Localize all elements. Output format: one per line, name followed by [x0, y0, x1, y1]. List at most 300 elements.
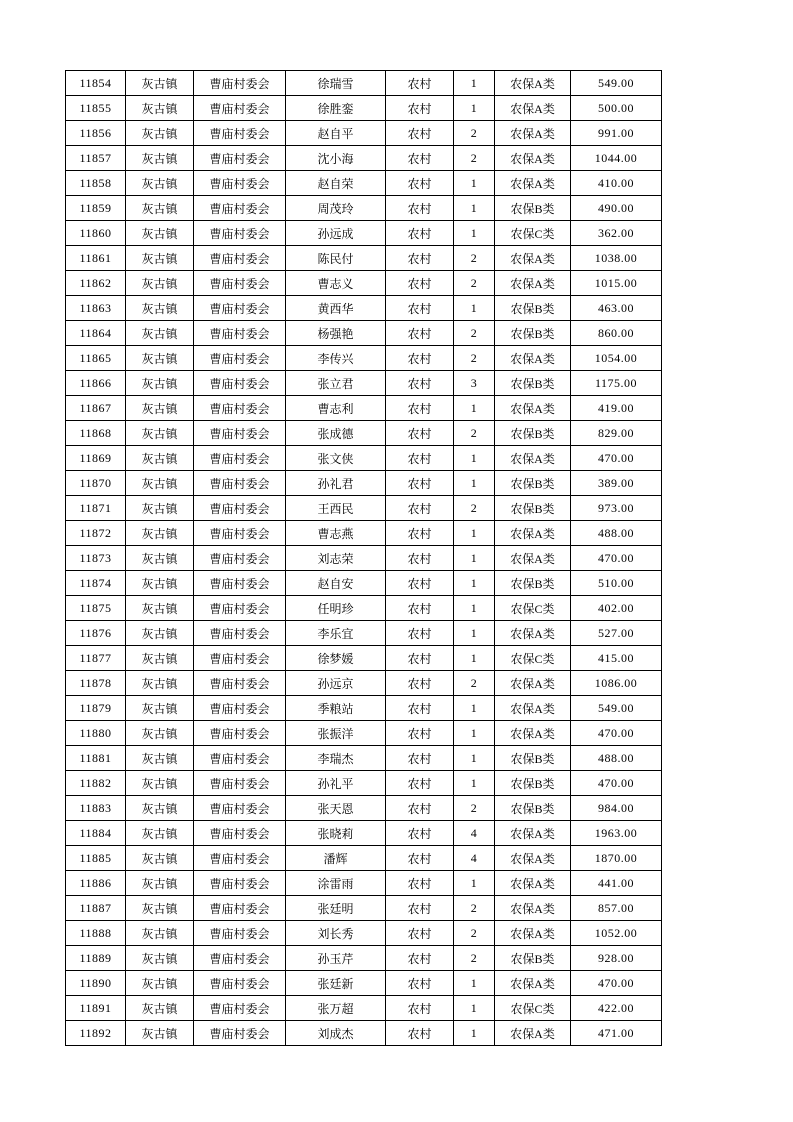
cell-insurance-category: 农保A类	[495, 621, 571, 646]
cell-amount: 362.00	[571, 221, 662, 246]
cell-insurance-category: 农保A类	[495, 696, 571, 721]
table-row	[66, 271, 662, 296]
table-row	[66, 471, 662, 496]
cell-person-name: 刘志荣	[286, 546, 386, 571]
cell-town: 灰古镇	[126, 671, 194, 696]
cell-seq-no: 11859	[66, 196, 126, 221]
cell-insurance-category: 农保A类	[495, 1021, 571, 1046]
cell-insurance-category: 农保A类	[495, 871, 571, 896]
cell-seq-no: 11863	[66, 296, 126, 321]
cell-person-name: 刘成杰	[286, 1021, 386, 1046]
cell-headcount: 2	[454, 921, 495, 946]
table-row	[66, 646, 662, 671]
cell-town: 灰古镇	[126, 321, 194, 346]
table-row	[66, 571, 662, 596]
cell-seq-no: 11881	[66, 746, 126, 771]
cell-residence-type: 农村	[386, 221, 454, 246]
cell-headcount: 1	[454, 871, 495, 896]
cell-residence-type: 农村	[386, 121, 454, 146]
cell-insurance-category: 农保A类	[495, 71, 571, 96]
cell-headcount: 1	[454, 296, 495, 321]
cell-insurance-category: 农保A类	[495, 146, 571, 171]
cell-amount: 470.00	[571, 446, 662, 471]
cell-seq-no: 11882	[66, 771, 126, 796]
cell-residence-type: 农村	[386, 496, 454, 521]
cell-residence-type: 农村	[386, 621, 454, 646]
cell-seq-no: 11879	[66, 696, 126, 721]
cell-headcount: 1	[454, 446, 495, 471]
cell-residence-type: 农村	[386, 446, 454, 471]
cell-town: 灰古镇	[126, 496, 194, 521]
cell-person-name: 陈民付	[286, 246, 386, 271]
table-row	[66, 971, 662, 996]
cell-village-committee: 曹庙村委会	[194, 821, 286, 846]
cell-seq-no: 11869	[66, 446, 126, 471]
cell-person-name: 孙礼平	[286, 771, 386, 796]
cell-headcount: 1	[454, 746, 495, 771]
cell-seq-no: 11884	[66, 821, 126, 846]
table-row	[66, 346, 662, 371]
cell-person-name: 张天恩	[286, 796, 386, 821]
table-row	[66, 96, 662, 121]
cell-village-committee: 曹庙村委会	[194, 371, 286, 396]
cell-residence-type: 农村	[386, 871, 454, 896]
cell-amount: 991.00	[571, 121, 662, 146]
cell-seq-no: 11883	[66, 796, 126, 821]
cell-residence-type: 农村	[386, 96, 454, 121]
cell-town: 灰古镇	[126, 521, 194, 546]
cell-headcount: 2	[454, 421, 495, 446]
cell-village-committee: 曹庙村委会	[194, 671, 286, 696]
table-row	[66, 996, 662, 1021]
table-row	[66, 396, 662, 421]
cell-residence-type: 农村	[386, 971, 454, 996]
cell-residence-type: 农村	[386, 846, 454, 871]
cell-insurance-category: 农保A类	[495, 921, 571, 946]
cell-residence-type: 农村	[386, 196, 454, 221]
table-row	[66, 146, 662, 171]
cell-insurance-category: 农保B类	[495, 946, 571, 971]
cell-amount: 549.00	[571, 71, 662, 96]
cell-person-name: 张万超	[286, 996, 386, 1021]
cell-headcount: 2	[454, 121, 495, 146]
cell-headcount: 2	[454, 796, 495, 821]
cell-headcount: 1	[454, 396, 495, 421]
cell-insurance-category: 农保A类	[495, 671, 571, 696]
cell-person-name: 张振洋	[286, 721, 386, 746]
cell-residence-type: 农村	[386, 246, 454, 271]
cell-seq-no: 11872	[66, 521, 126, 546]
cell-insurance-category: 农保B类	[495, 496, 571, 521]
table-row	[66, 521, 662, 546]
cell-town: 灰古镇	[126, 571, 194, 596]
cell-town: 灰古镇	[126, 871, 194, 896]
cell-amount: 549.00	[571, 696, 662, 721]
cell-headcount: 1	[454, 171, 495, 196]
cell-amount: 463.00	[571, 296, 662, 321]
cell-headcount: 1	[454, 96, 495, 121]
cell-insurance-category: 农保A类	[495, 896, 571, 921]
cell-seq-no: 11892	[66, 1021, 126, 1046]
cell-insurance-category: 农保B类	[495, 746, 571, 771]
cell-person-name: 周茂玲	[286, 196, 386, 221]
cell-village-committee: 曹庙村委会	[194, 871, 286, 896]
cell-headcount: 1	[454, 471, 495, 496]
cell-village-committee: 曹庙村委会	[194, 571, 286, 596]
cell-town: 灰古镇	[126, 821, 194, 846]
cell-seq-no: 11854	[66, 71, 126, 96]
cell-town: 灰古镇	[126, 171, 194, 196]
cell-headcount: 1	[454, 221, 495, 246]
cell-village-committee: 曹庙村委会	[194, 621, 286, 646]
cell-village-committee: 曹庙村委会	[194, 596, 286, 621]
cell-village-committee: 曹庙村委会	[194, 196, 286, 221]
table-row	[66, 596, 662, 621]
table-row	[66, 371, 662, 396]
cell-person-name: 任明珍	[286, 596, 386, 621]
cell-village-committee: 曹庙村委会	[194, 721, 286, 746]
cell-seq-no: 11856	[66, 121, 126, 146]
cell-amount: 1054.00	[571, 346, 662, 371]
cell-insurance-category: 农保A类	[495, 721, 571, 746]
cell-headcount: 4	[454, 821, 495, 846]
cell-residence-type: 农村	[386, 571, 454, 596]
cell-amount: 1052.00	[571, 921, 662, 946]
cell-headcount: 1	[454, 646, 495, 671]
cell-village-committee: 曹庙村委会	[194, 696, 286, 721]
cell-headcount: 3	[454, 371, 495, 396]
cell-insurance-category: 农保B类	[495, 296, 571, 321]
cell-insurance-category: 农保B类	[495, 471, 571, 496]
table-row	[66, 946, 662, 971]
cell-village-committee: 曹庙村委会	[194, 796, 286, 821]
table-row	[66, 671, 662, 696]
cell-person-name: 李乐宜	[286, 621, 386, 646]
cell-amount: 422.00	[571, 996, 662, 1021]
cell-headcount: 2	[454, 671, 495, 696]
cell-residence-type: 农村	[386, 171, 454, 196]
cell-headcount: 2	[454, 246, 495, 271]
cell-person-name: 刘长秀	[286, 921, 386, 946]
cell-amount: 500.00	[571, 96, 662, 121]
cell-village-committee: 曹庙村委会	[194, 946, 286, 971]
cell-village-committee: 曹庙村委会	[194, 521, 286, 546]
cell-insurance-category: 农保B类	[495, 196, 571, 221]
cell-person-name: 曹志义	[286, 271, 386, 296]
cell-amount: 1963.00	[571, 821, 662, 846]
cell-insurance-category: 农保B类	[495, 421, 571, 446]
cell-amount: 1038.00	[571, 246, 662, 271]
cell-person-name: 杨强艳	[286, 321, 386, 346]
table-row	[66, 696, 662, 721]
cell-amount: 510.00	[571, 571, 662, 596]
cell-residence-type: 农村	[386, 896, 454, 921]
cell-town: 灰古镇	[126, 1021, 194, 1046]
cell-headcount: 2	[454, 896, 495, 921]
cell-person-name: 张廷明	[286, 896, 386, 921]
table-row	[66, 196, 662, 221]
cell-residence-type: 农村	[386, 646, 454, 671]
cell-headcount: 1	[454, 521, 495, 546]
cell-insurance-category: 农保A类	[495, 821, 571, 846]
cell-town: 灰古镇	[126, 396, 194, 421]
cell-residence-type: 农村	[386, 271, 454, 296]
cell-village-committee: 曹庙村委会	[194, 171, 286, 196]
cell-town: 灰古镇	[126, 996, 194, 1021]
cell-village-committee: 曹庙村委会	[194, 246, 286, 271]
cell-town: 灰古镇	[126, 696, 194, 721]
cell-residence-type: 农村	[386, 471, 454, 496]
cell-residence-type: 农村	[386, 696, 454, 721]
cell-village-committee: 曹庙村委会	[194, 996, 286, 1021]
cell-residence-type: 农村	[386, 421, 454, 446]
cell-town: 灰古镇	[126, 896, 194, 921]
cell-person-name: 潘辉	[286, 846, 386, 871]
cell-person-name: 李瑞杰	[286, 746, 386, 771]
cell-village-committee: 曹庙村委会	[194, 346, 286, 371]
cell-insurance-category: 农保A类	[495, 171, 571, 196]
cell-headcount: 2	[454, 321, 495, 346]
table-row	[66, 246, 662, 271]
cell-insurance-category: 农保A类	[495, 396, 571, 421]
cell-person-name: 张晓莉	[286, 821, 386, 846]
cell-residence-type: 农村	[386, 596, 454, 621]
cell-amount: 1044.00	[571, 146, 662, 171]
cell-town: 灰古镇	[126, 346, 194, 371]
table-row	[66, 721, 662, 746]
cell-amount: 389.00	[571, 471, 662, 496]
cell-residence-type: 农村	[386, 796, 454, 821]
cell-insurance-category: 农保A类	[495, 546, 571, 571]
cell-seq-no: 11889	[66, 946, 126, 971]
cell-residence-type: 农村	[386, 1021, 454, 1046]
cell-insurance-category: 农保A类	[495, 271, 571, 296]
cell-residence-type: 农村	[386, 746, 454, 771]
cell-person-name: 徐瑞雪	[286, 71, 386, 96]
cell-village-committee: 曹庙村委会	[194, 746, 286, 771]
cell-village-committee: 曹庙村委会	[194, 496, 286, 521]
cell-insurance-category: 农保B类	[495, 321, 571, 346]
cell-person-name: 孙远京	[286, 671, 386, 696]
cell-seq-no: 11857	[66, 146, 126, 171]
cell-seq-no: 11871	[66, 496, 126, 521]
cell-insurance-category: 农保C类	[495, 996, 571, 1021]
cell-village-committee: 曹庙村委会	[194, 396, 286, 421]
cell-amount: 488.00	[571, 746, 662, 771]
table-row	[66, 796, 662, 821]
cell-residence-type: 农村	[386, 996, 454, 1021]
cell-headcount: 1	[454, 1021, 495, 1046]
cell-town: 灰古镇	[126, 146, 194, 171]
cell-seq-no: 11888	[66, 921, 126, 946]
table-row	[66, 846, 662, 871]
cell-insurance-category: 农保B类	[495, 571, 571, 596]
cell-seq-no: 11874	[66, 571, 126, 596]
cell-residence-type: 农村	[386, 721, 454, 746]
cell-amount: 1175.00	[571, 371, 662, 396]
cell-seq-no: 11876	[66, 621, 126, 646]
cell-person-name: 张廷新	[286, 971, 386, 996]
table-row	[66, 171, 662, 196]
cell-person-name: 涂雷雨	[286, 871, 386, 896]
cell-town: 灰古镇	[126, 296, 194, 321]
cell-person-name: 张文侠	[286, 446, 386, 471]
cell-town: 灰古镇	[126, 196, 194, 221]
table-row	[66, 71, 662, 96]
cell-amount: 419.00	[571, 396, 662, 421]
cell-headcount: 2	[454, 496, 495, 521]
cell-insurance-category: 农保B类	[495, 796, 571, 821]
cell-insurance-category: 农保B类	[495, 371, 571, 396]
cell-amount: 829.00	[571, 421, 662, 446]
cell-seq-no: 11878	[66, 671, 126, 696]
cell-residence-type: 农村	[386, 771, 454, 796]
cell-village-committee: 曹庙村委会	[194, 896, 286, 921]
table-row	[66, 921, 662, 946]
cell-headcount: 1	[454, 196, 495, 221]
cell-headcount: 1	[454, 771, 495, 796]
cell-person-name: 徐胜銮	[286, 96, 386, 121]
cell-amount: 1870.00	[571, 846, 662, 871]
cell-town: 灰古镇	[126, 121, 194, 146]
table-row	[66, 771, 662, 796]
subsidy-table	[65, 70, 662, 1046]
cell-village-committee: 曹庙村委会	[194, 96, 286, 121]
cell-village-committee: 曹庙村委会	[194, 271, 286, 296]
cell-headcount: 1	[454, 696, 495, 721]
cell-seq-no: 11858	[66, 171, 126, 196]
cell-headcount: 2	[454, 346, 495, 371]
cell-town: 灰古镇	[126, 921, 194, 946]
cell-person-name: 孙玉芹	[286, 946, 386, 971]
cell-seq-no: 11877	[66, 646, 126, 671]
cell-residence-type: 农村	[386, 296, 454, 321]
cell-amount: 857.00	[571, 896, 662, 921]
cell-seq-no: 11862	[66, 271, 126, 296]
cell-amount: 984.00	[571, 796, 662, 821]
cell-insurance-category: 农保C类	[495, 221, 571, 246]
cell-person-name: 沈小海	[286, 146, 386, 171]
table-row	[66, 1021, 662, 1046]
cell-insurance-category: 农保A类	[495, 246, 571, 271]
cell-insurance-category: 农保A类	[495, 96, 571, 121]
cell-amount: 928.00	[571, 946, 662, 971]
cell-amount: 410.00	[571, 171, 662, 196]
cell-headcount: 2	[454, 946, 495, 971]
cell-seq-no: 11860	[66, 221, 126, 246]
cell-person-name: 黄西华	[286, 296, 386, 321]
cell-person-name: 王西民	[286, 496, 386, 521]
cell-seq-no: 11875	[66, 596, 126, 621]
table-row	[66, 421, 662, 446]
cell-seq-no: 11867	[66, 396, 126, 421]
cell-village-committee: 曹庙村委会	[194, 771, 286, 796]
cell-village-committee: 曹庙村委会	[194, 971, 286, 996]
cell-person-name: 李传兴	[286, 346, 386, 371]
cell-town: 灰古镇	[126, 746, 194, 771]
cell-person-name: 张成德	[286, 421, 386, 446]
cell-person-name: 赵自平	[286, 121, 386, 146]
cell-town: 灰古镇	[126, 846, 194, 871]
cell-person-name: 曹志燕	[286, 521, 386, 546]
cell-town: 灰古镇	[126, 546, 194, 571]
cell-insurance-category: 农保A类	[495, 971, 571, 996]
cell-residence-type: 农村	[386, 71, 454, 96]
cell-seq-no: 11886	[66, 871, 126, 896]
cell-seq-no: 11868	[66, 421, 126, 446]
table-row	[66, 821, 662, 846]
cell-insurance-category: 农保A类	[495, 446, 571, 471]
cell-headcount: 1	[454, 71, 495, 96]
cell-village-committee: 曹庙村委会	[194, 471, 286, 496]
cell-town: 灰古镇	[126, 271, 194, 296]
cell-amount: 402.00	[571, 596, 662, 621]
cell-seq-no: 11873	[66, 546, 126, 571]
table-row	[66, 446, 662, 471]
cell-town: 灰古镇	[126, 771, 194, 796]
cell-person-name: 孙远成	[286, 221, 386, 246]
cell-village-committee: 曹庙村委会	[194, 1021, 286, 1046]
cell-town: 灰古镇	[126, 96, 194, 121]
cell-person-name: 季粮站	[286, 696, 386, 721]
table-row	[66, 621, 662, 646]
cell-seq-no: 11864	[66, 321, 126, 346]
cell-insurance-category: 农保C类	[495, 646, 571, 671]
cell-amount: 470.00	[571, 971, 662, 996]
cell-insurance-category: 农保A类	[495, 846, 571, 871]
cell-headcount: 2	[454, 146, 495, 171]
cell-residence-type: 农村	[386, 521, 454, 546]
cell-village-committee: 曹庙村委会	[194, 321, 286, 346]
cell-residence-type: 农村	[386, 946, 454, 971]
cell-person-name: 赵自安	[286, 571, 386, 596]
table-body	[66, 71, 662, 1046]
cell-insurance-category: 农保C类	[495, 596, 571, 621]
cell-seq-no: 11870	[66, 471, 126, 496]
cell-headcount: 1	[454, 571, 495, 596]
cell-town: 灰古镇	[126, 421, 194, 446]
cell-headcount: 4	[454, 846, 495, 871]
cell-seq-no: 11891	[66, 996, 126, 1021]
table-row	[66, 546, 662, 571]
cell-town: 灰古镇	[126, 646, 194, 671]
cell-seq-no: 11865	[66, 346, 126, 371]
cell-person-name: 张立君	[286, 371, 386, 396]
cell-headcount: 1	[454, 721, 495, 746]
cell-amount: 860.00	[571, 321, 662, 346]
cell-amount: 470.00	[571, 721, 662, 746]
cell-amount: 1086.00	[571, 671, 662, 696]
cell-person-name: 曹志利	[286, 396, 386, 421]
cell-town: 灰古镇	[126, 446, 194, 471]
table-row	[66, 221, 662, 246]
cell-town: 灰古镇	[126, 621, 194, 646]
cell-seq-no: 11866	[66, 371, 126, 396]
cell-insurance-category: 农保A类	[495, 521, 571, 546]
cell-insurance-category: 农保A类	[495, 121, 571, 146]
cell-town: 灰古镇	[126, 946, 194, 971]
cell-village-committee: 曹庙村委会	[194, 546, 286, 571]
cell-town: 灰古镇	[126, 371, 194, 396]
table-row	[66, 746, 662, 771]
cell-residence-type: 农村	[386, 396, 454, 421]
cell-headcount: 2	[454, 271, 495, 296]
table-row	[66, 296, 662, 321]
cell-town: 灰古镇	[126, 721, 194, 746]
cell-village-committee: 曹庙村委会	[194, 846, 286, 871]
cell-headcount: 1	[454, 546, 495, 571]
cell-town: 灰古镇	[126, 796, 194, 821]
